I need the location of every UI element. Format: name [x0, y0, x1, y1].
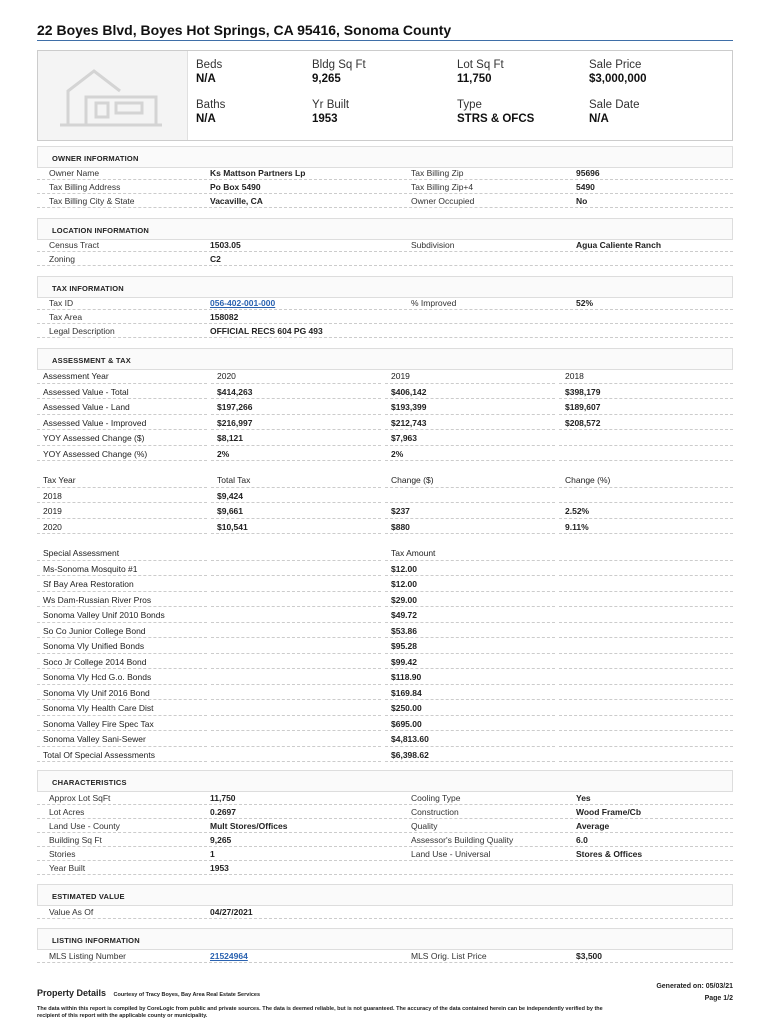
table-cell: $237 — [385, 503, 555, 519]
field-label — [399, 861, 563, 875]
summary-stat — [457, 59, 504, 85]
table-row — [37, 716, 733, 732]
field-value: 95696 — [565, 166, 733, 180]
record-link[interactable]: 056-402-001-000 — [210, 298, 276, 308]
section-estimated-value: ESTIMATED VALUE — [37, 884, 733, 906]
table-cell: $9,424 — [211, 488, 381, 504]
table-cell: Sonoma Vly Health Care Dist — [37, 700, 207, 716]
table-row — [37, 700, 733, 716]
field-label: Building Sq Ft — [37, 833, 197, 847]
table-cell: 2.52% — [559, 503, 733, 519]
table-cell — [211, 638, 381, 654]
table-cell: $9,661 — [211, 503, 381, 519]
table-cell: $12.00 — [385, 576, 555, 592]
field-value: OFFICIAL RECS 604 PG 493 — [199, 324, 397, 338]
table-row — [37, 819, 733, 833]
table-cell: Soco Jr College 2014 Bond — [37, 654, 207, 670]
table-row — [37, 296, 733, 310]
page-title: 22 Boyes Blvd, Boyes Hot Springs, CA 95416, Sonoma County — [37, 22, 452, 38]
table-cell — [559, 731, 733, 747]
field-label: % Improved — [399, 296, 563, 310]
field-label: MLS Listing Number — [37, 949, 197, 963]
field-value: 11,750 — [199, 791, 397, 805]
column-header: Tax Amount — [385, 545, 555, 561]
field-label: Cooling Type — [399, 791, 563, 805]
table-cell: Sonoma Vly Unified Bonds — [37, 638, 207, 654]
table-cell: $53.86 — [385, 623, 555, 639]
summary-stat-value: N/A — [589, 113, 609, 125]
table-cell — [559, 576, 733, 592]
table-row — [37, 180, 733, 194]
table-cell — [211, 731, 381, 747]
field-label — [399, 905, 563, 919]
table-row — [37, 252, 733, 266]
table-row — [37, 576, 733, 592]
field-value — [565, 861, 733, 875]
column-header: 2019 — [385, 368, 555, 384]
table-cell: Sonoma Vly Unif 2016 Bond — [37, 685, 207, 701]
table-cell: 2% — [385, 446, 555, 462]
field-label: Land Use - County — [37, 819, 197, 833]
table-cell: $49.72 — [385, 607, 555, 623]
table-cell: $95.28 — [385, 638, 555, 654]
field-label: Stories — [37, 847, 197, 861]
summary-stat-label: Lot Sq Ft — [457, 59, 504, 71]
table-cell: $12.00 — [385, 561, 555, 577]
table-row — [37, 472, 733, 488]
field-value: Average — [565, 819, 733, 833]
field-label: Quality — [399, 819, 563, 833]
field-label: Tax Billing Zip — [399, 166, 563, 180]
field-label: Legal Description — [37, 324, 197, 338]
tax-history-table — [37, 472, 733, 534]
field-value: 6.0 — [565, 833, 733, 847]
summary-stat-value: STRS & OFCS — [457, 113, 535, 125]
field-label: Owner Name — [37, 166, 197, 180]
generated-date: Generated on: 05/03/21 — [656, 983, 733, 990]
section-owner-information: OWNER INFORMATION — [37, 146, 733, 168]
table-row — [37, 368, 733, 384]
summary-stat-label: Type — [457, 99, 482, 111]
table-row — [37, 847, 733, 861]
column-header: Assessment Year — [37, 368, 207, 384]
table-cell: 2018 — [37, 488, 207, 504]
field-label: Construction — [399, 805, 563, 819]
table-cell: $6,398.62 — [385, 747, 555, 763]
table-cell: $695.00 — [385, 716, 555, 732]
table-cell — [559, 716, 733, 732]
summary-stat-label: Baths — [196, 99, 226, 111]
report-footer — [37, 983, 733, 1021]
section-tax-information: TAX INFORMATION — [37, 276, 733, 298]
section-location-information: LOCATION INFORMATION — [37, 218, 733, 240]
field-value — [565, 324, 733, 338]
table-cell: $29.00 — [385, 592, 555, 608]
footer-courtesy: Courtesy of Tracy Boyes, Bay Area Real Estate Services — [113, 992, 261, 998]
table-cell: $208,572 — [559, 415, 733, 431]
field-value: 52% — [565, 296, 733, 310]
field-label: Census Tract — [37, 238, 197, 252]
column-header — [559, 545, 733, 561]
field-value: 04/27/2021 — [199, 905, 397, 919]
column-header: Change (%) — [559, 472, 733, 488]
field-label: Zoning — [37, 252, 197, 266]
special-assessment-table — [37, 545, 733, 762]
table-row — [37, 833, 733, 847]
field-value — [199, 949, 397, 963]
field-value: 1503.05 — [199, 238, 397, 252]
table-cell — [211, 669, 381, 685]
field-value: Stores & Offices — [565, 847, 733, 861]
table-row — [37, 503, 733, 519]
table-row — [37, 324, 733, 338]
table-cell: Total Of Special Assessments — [37, 747, 207, 763]
table-cell — [559, 607, 733, 623]
table-cell — [559, 654, 733, 670]
assessment-table — [37, 368, 733, 461]
table-cell: Sonoma Valley Fire Spec Tax — [37, 716, 207, 732]
table-row — [37, 623, 733, 639]
table-cell — [211, 561, 381, 577]
field-label — [399, 310, 563, 324]
table-row — [37, 638, 733, 654]
table-row — [37, 561, 733, 577]
owner-information-grid — [37, 166, 733, 208]
table-cell: $4,813.60 — [385, 731, 555, 747]
field-value: 1953 — [199, 861, 397, 875]
summary-stat — [196, 99, 225, 125]
summary-stat-label: Bldg Sq Ft — [312, 59, 366, 71]
table-cell: Sonoma Vly Hcd G.o. Bonds — [37, 669, 207, 685]
table-row — [37, 731, 733, 747]
field-value: Wood Frame/Cb — [565, 805, 733, 819]
characteristics-grid — [37, 791, 733, 875]
field-label: Value As Of — [37, 905, 197, 919]
table-cell — [559, 592, 733, 608]
table-cell — [559, 700, 733, 716]
field-label: Tax Billing Zip+4 — [399, 180, 563, 194]
table-cell — [559, 747, 733, 763]
column-header: 2020 — [211, 368, 381, 384]
table-cell: YOY Assessed Change (%) — [37, 446, 207, 462]
column-header: Change ($) — [385, 472, 555, 488]
summary-stat-value: 1953 — [312, 113, 338, 125]
table-cell: 2019 — [37, 503, 207, 519]
table-cell: Sonoma Valley Sani-Sewer — [37, 731, 207, 747]
summary-stat-label: Sale Price — [589, 59, 642, 71]
table-cell: $10,541 — [211, 519, 381, 535]
field-value: Vacaville, CA — [199, 194, 397, 208]
field-value — [565, 905, 733, 919]
footer-brand: Property Details — [37, 988, 107, 998]
location-information-grid — [37, 238, 733, 266]
listing-information-grid — [37, 949, 733, 963]
field-label: Lot Acres — [37, 805, 197, 819]
field-value: 5490 — [565, 180, 733, 194]
field-value: No — [565, 194, 733, 208]
section-assessment-tax: ASSESSMENT & TAX — [37, 348, 733, 370]
table-cell: So Co Junior College Bond — [37, 623, 207, 639]
footer-disclaimer: The data within this report is compiled by CoreLogic from public and private sources. The data is deemed reliable, but is not guaranteed. The accuracy of the data contained herein can be independently verified by the recipient of this report with the applicable county or municipality. — [37, 1006, 603, 1020]
table-cell — [211, 747, 381, 763]
page-number: Page 1/2 — [704, 995, 733, 1002]
field-label: Subdivision — [399, 238, 563, 252]
table-row — [37, 415, 733, 431]
field-label: Tax ID — [37, 296, 197, 310]
estimated-value-grid — [37, 905, 733, 919]
field-label: MLS Orig. List Price — [399, 949, 563, 963]
table-cell: $398,179 — [559, 384, 733, 400]
table-cell: $8,121 — [211, 430, 381, 446]
table-cell: $880 — [385, 519, 555, 535]
column-header: Special Assessment — [37, 545, 207, 561]
table-row — [37, 747, 733, 763]
summary-stat-value: $3,000,000 — [589, 73, 647, 85]
field-value: Ks Mattson Partners Lp — [199, 166, 397, 180]
column-header — [211, 545, 381, 561]
table-cell — [211, 700, 381, 716]
table-cell: Assessed Value - Land — [37, 399, 207, 415]
table-row — [37, 430, 733, 446]
field-value: $3,500 — [565, 949, 733, 963]
table-cell — [559, 685, 733, 701]
table-row — [37, 194, 733, 208]
field-value: Agua Caliente Ranch — [565, 238, 733, 252]
table-cell: YOY Assessed Change ($) — [37, 430, 207, 446]
table-row — [37, 791, 733, 805]
table-cell: 9.11% — [559, 519, 733, 535]
field-value: C2 — [199, 252, 397, 266]
table-cell: $406,142 — [385, 384, 555, 400]
house-icon — [56, 63, 166, 129]
table-row — [37, 905, 733, 919]
column-header: Tax Year — [37, 472, 207, 488]
field-value: 9,265 — [199, 833, 397, 847]
field-value: 1 — [199, 847, 397, 861]
table-cell: $250.00 — [385, 700, 555, 716]
summary-stat — [196, 59, 222, 85]
table-cell: Sf Bay Area Restoration — [37, 576, 207, 592]
table-cell: $7,963 — [385, 430, 555, 446]
table-cell: Ws Dam-Russian River Pros — [37, 592, 207, 608]
table-row — [37, 607, 733, 623]
summary-stat — [589, 99, 640, 125]
field-value: Po Box 5490 — [199, 180, 397, 194]
field-value: 0.2697 — [199, 805, 397, 819]
table-cell — [211, 576, 381, 592]
field-value: 158082 — [199, 310, 397, 324]
summary-stat-label: Sale Date — [589, 99, 640, 111]
field-label: Owner Occupied — [399, 194, 563, 208]
summary-stat — [589, 59, 647, 85]
column-header: 2018 — [559, 368, 733, 384]
summary-stat — [312, 59, 366, 85]
table-cell: $197,266 — [211, 399, 381, 415]
field-value — [565, 310, 733, 324]
table-cell — [559, 561, 733, 577]
property-photo-placeholder — [38, 51, 188, 140]
table-cell: Assessed Value - Improved — [37, 415, 207, 431]
table-cell — [559, 669, 733, 685]
summary-stat-label: Yr Built — [312, 99, 350, 111]
summary-stat-value: N/A — [196, 73, 216, 85]
table-row — [37, 384, 733, 400]
table-cell: 2020 — [37, 519, 207, 535]
table-cell — [559, 446, 733, 462]
table-cell: $193,399 — [385, 399, 555, 415]
table-cell: $216,997 — [211, 415, 381, 431]
table-row — [37, 399, 733, 415]
table-row — [37, 685, 733, 701]
summary-stat-value: 11,750 — [457, 73, 492, 85]
field-label: Tax Area — [37, 310, 197, 324]
field-value — [199, 296, 397, 310]
field-label — [399, 324, 563, 338]
table-cell — [559, 638, 733, 654]
field-label: Approx Lot SqFt — [37, 791, 197, 805]
field-label: Year Built — [37, 861, 197, 875]
table-row — [37, 545, 733, 561]
table-cell — [559, 623, 733, 639]
field-value: Yes — [565, 791, 733, 805]
table-row — [37, 310, 733, 324]
table-cell — [385, 488, 555, 504]
table-row — [37, 805, 733, 819]
field-value: Mult Stores/Offices — [199, 819, 397, 833]
section-characteristics: CHARACTERISTICS — [37, 770, 733, 792]
table-cell: $414,263 — [211, 384, 381, 400]
summary-stat-label: Beds — [196, 59, 223, 71]
table-cell — [559, 430, 733, 446]
field-value — [565, 252, 733, 266]
tax-information-grid — [37, 296, 733, 338]
field-label: Tax Billing Address — [37, 180, 197, 194]
field-label: Land Use - Universal — [399, 847, 563, 861]
table-cell — [211, 623, 381, 639]
record-link[interactable]: 21524964 — [210, 951, 248, 961]
summary-stat — [312, 99, 349, 125]
field-label: Tax Billing City & State — [37, 194, 197, 208]
table-cell: 2% — [211, 446, 381, 462]
table-row — [37, 519, 733, 535]
table-cell — [211, 685, 381, 701]
table-cell — [211, 654, 381, 670]
table-cell: $212,743 — [385, 415, 555, 431]
title-rule — [37, 40, 733, 41]
table-cell: $118.90 — [385, 669, 555, 685]
table-cell: Sonoma Valley Unif 2010 Bonds — [37, 607, 207, 623]
table-cell — [211, 592, 381, 608]
table-cell: $99.42 — [385, 654, 555, 670]
table-row — [37, 238, 733, 252]
table-row — [37, 488, 733, 504]
column-header: Total Tax — [211, 472, 381, 488]
table-row — [37, 166, 733, 180]
table-row — [37, 669, 733, 685]
field-label — [399, 252, 563, 266]
table-cell — [211, 716, 381, 732]
summary-stat — [457, 99, 534, 125]
table-cell: $189,607 — [559, 399, 733, 415]
summary-stat-value: N/A — [196, 113, 216, 125]
table-row — [37, 654, 733, 670]
section-listing-information: LISTING INFORMATION — [37, 928, 733, 950]
table-cell: $169.84 — [385, 685, 555, 701]
table-cell — [559, 488, 733, 504]
field-label: Assessor's Building Quality — [399, 833, 563, 847]
property-summary — [37, 50, 733, 141]
table-cell: Ms-Sonoma Mosquito #1 — [37, 561, 207, 577]
table-row — [37, 949, 733, 963]
table-cell — [211, 607, 381, 623]
table-cell: Assessed Value - Total — [37, 384, 207, 400]
summary-stat-value: 9,265 — [312, 73, 341, 85]
table-row — [37, 446, 733, 462]
table-row — [37, 861, 733, 875]
table-row — [37, 592, 733, 608]
